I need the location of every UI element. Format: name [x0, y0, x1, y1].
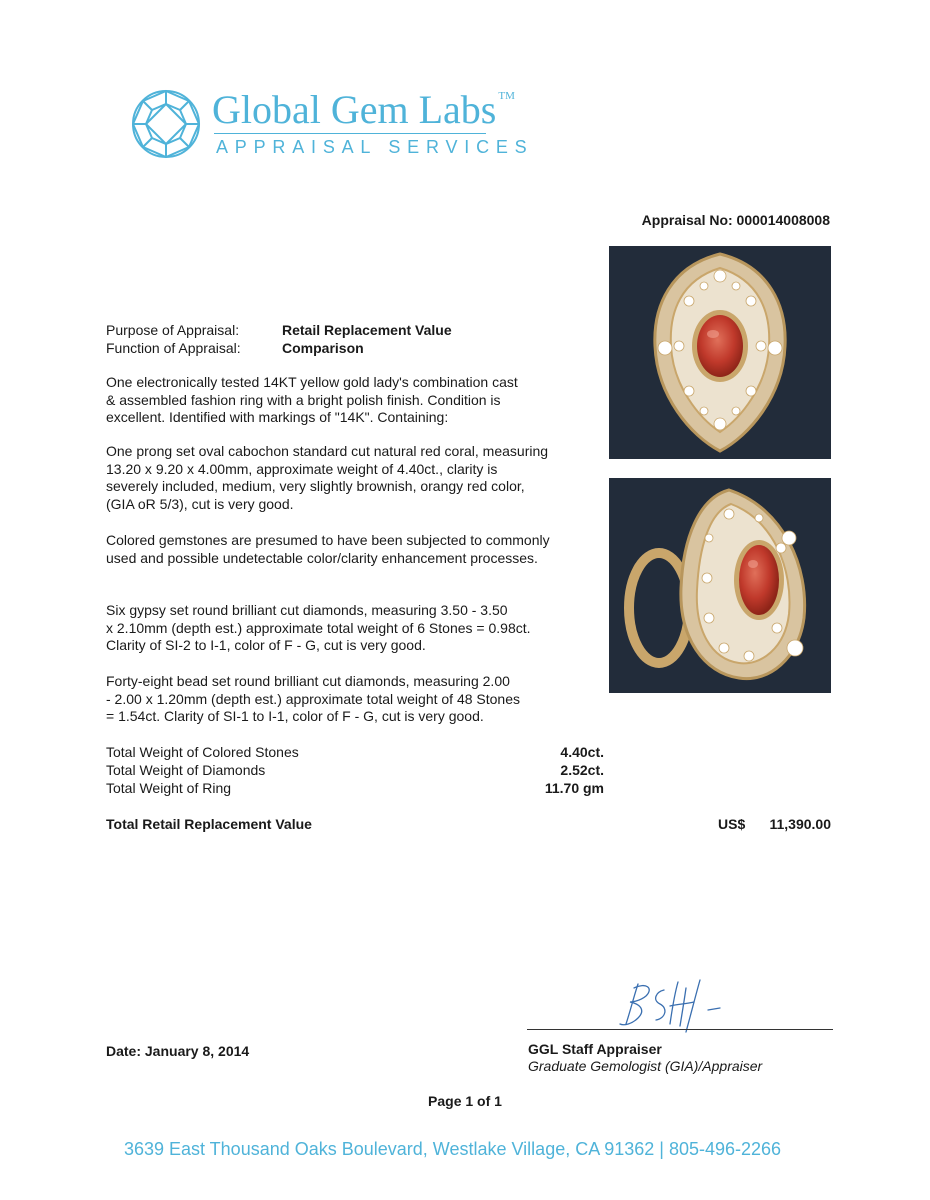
total-ring-weight-value: 11.70 gm	[544, 780, 604, 796]
total-colored-stones-label: Total Weight of Colored Stones	[106, 744, 299, 760]
signature-icon	[612, 974, 732, 1034]
appraisal-date: Date: January 8, 2014	[106, 1043, 250, 1059]
description-line: = 1.54ct. Clarity of SI-1 to I-1, color of F - G, cut is very good.	[106, 708, 484, 724]
function-label: Function of Appraisal:	[106, 340, 241, 356]
total-diamonds-value: 2.52ct.	[560, 762, 604, 778]
total-colored-stones-value: 4.40ct.	[560, 744, 604, 760]
footer-address: 3639 East Thousand Oaks Boulevard, Westlake Village, CA 91362 | 805-496-2266	[123, 1139, 782, 1159]
retail-value-amount: 11,390.00	[769, 816, 831, 832]
description-line: One electronically tested 14KT yellow gold lady's combination cast	[106, 374, 518, 390]
trademark: TM	[498, 90, 515, 102]
enhancement-notice	[106, 532, 596, 567]
purpose-value: Retail Replacement Value	[282, 322, 452, 338]
description-line: One prong set oval cabochon standard cut natural red coral, measuring	[106, 443, 549, 459]
total-diamonds-label: Total Weight of Diamonds	[106, 762, 266, 778]
appraiser-title: Graduate Gemologist (GIA)/Appraiser	[528, 1058, 763, 1074]
description-line: Clarity of SI-2 to I-1, color of F - G, cut is very good.	[106, 637, 426, 653]
description-line: - 2.00 x 1.20mm (depth est.) approximate total weight of 48 Stones	[106, 690, 520, 707]
description-line: Colored gemstones are presumed to have been subjected to commonly	[106, 532, 550, 548]
function-value: Comparison	[282, 340, 364, 356]
description-line: & assembled fashion ring with a bright polish finish. Condition is	[106, 391, 501, 408]
retail-value-currency: US$	[718, 816, 746, 832]
description-line: 13.20 x 9.20 x 4.00mm, approximate weight of 4.40ct., clarity is	[106, 460, 498, 477]
ring-description	[106, 374, 596, 427]
appraisal-number: Appraisal No: 000014008008	[641, 212, 830, 228]
signature-line	[527, 1029, 833, 1030]
description-line: Forty-eight bead set round brilliant cut diamonds, measuring 2.00	[106, 673, 510, 689]
retail-value-label: Total Retail Replacement Value	[106, 816, 312, 832]
gem-logo-icon	[130, 88, 202, 160]
appraiser-name: GGL Staff Appraiser	[528, 1041, 662, 1057]
description-line: severely included, medium, very slightly brownish, orangy red color,	[106, 478, 525, 494]
bead-diamonds-description	[106, 673, 596, 726]
gypsy-diamonds-description	[106, 602, 596, 655]
purpose-label: Purpose of Appraisal:	[106, 322, 240, 338]
total-ring-weight-label: Total Weight of Ring	[106, 780, 232, 796]
page-number: Page 1 of 1	[428, 1093, 502, 1109]
brand-name: Global Gem Labs ™	[212, 87, 515, 132]
ring-photo-angled	[609, 478, 831, 693]
ring-photo-front	[609, 246, 831, 459]
description-line: used and possible undetectable color/clarity enhancement processes.	[106, 549, 538, 566]
description-line: Six gypsy set round brilliant cut diamonds, measuring 3.50 - 3.50	[106, 602, 508, 618]
description-line: (GIA oR 5/3), cut is very good.	[106, 495, 294, 512]
coral-description	[106, 443, 596, 513]
description-line: x 2.10mm (depth est.) approximate total weight of 6 Stones = 0.98ct.	[106, 619, 531, 636]
description-line: excellent. Identified with markings of "14K". Containing:	[106, 409, 449, 425]
brand-divider	[214, 133, 486, 134]
brand-subtitle: APPRAISAL SERVICES	[216, 137, 534, 157]
